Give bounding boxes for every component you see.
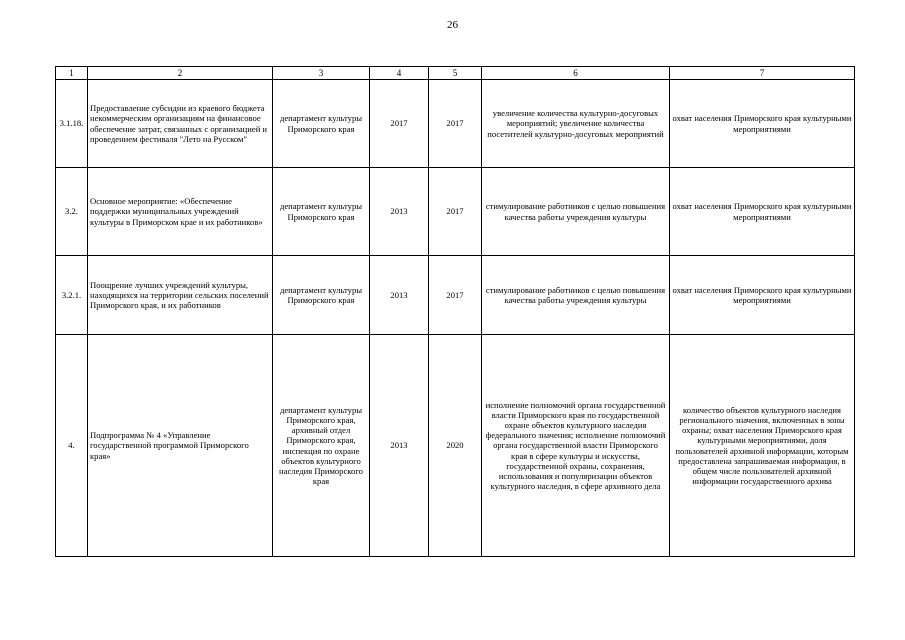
indicator: охват населения Приморского края культурными мероприятиями <box>670 168 855 256</box>
column-header: 2 <box>88 67 273 80</box>
indicator: количество объектов культурного наследия регионального значения, включенных в зоны охраны; охват населения Приморского края культурными мероприятиями, доля пользователей архивной информации, которым предоставлена запрашиваемая информация, в общем числе пользователей архивной информации государственного архива <box>670 335 855 557</box>
expected-result: исполнение полномочий органа государственной власти Приморского края по государственной охране объектов культурного наследия федерального значения; исполнение полномочий органа государственной власти Приморского края в сфере культуры и искусства, государственной охраны, сохранения, использования и популяризации объектов культурного наследия, в сфере архивного дела <box>482 335 670 557</box>
measure-name: Поощрение лучших учреждений культуры, находящихся на территории сельских поселений Приморского края, и их работников <box>88 256 273 335</box>
start-year: 2017 <box>370 80 429 168</box>
column-header: 6 <box>482 67 670 80</box>
expected-result: стимулирование работников с целью повышения качества работы учреждения культуры <box>482 168 670 256</box>
row-number: 3.2. <box>56 168 88 256</box>
column-header: 7 <box>670 67 855 80</box>
table-row <box>56 80 855 168</box>
table-row <box>56 168 855 256</box>
table-row <box>56 256 855 335</box>
row-number: 3.1.18. <box>56 80 88 168</box>
end-year: 2017 <box>429 80 482 168</box>
indicator: охват населения Приморского края культурными мероприятиями <box>670 80 855 168</box>
executor: департамент культуры Приморского края, архивный отдел Приморского края, инспекция по охране объектов культурного наследия Приморского края <box>273 335 370 557</box>
indicator: охват населения Приморского края культурными мероприятиями <box>670 256 855 335</box>
executor: департамент культуры Приморского края <box>273 80 370 168</box>
executor: департамент культуры Приморского края <box>273 256 370 335</box>
row-number: 3.2.1. <box>56 256 88 335</box>
header-row <box>56 67 855 80</box>
column-header: 1 <box>56 67 88 80</box>
column-header: 3 <box>273 67 370 80</box>
page-number: 26 <box>447 19 458 31</box>
end-year: 2017 <box>429 256 482 335</box>
table-row <box>56 335 855 557</box>
expected-result: увеличение количества культурно-досуговых мероприятий; увеличение количества посетителей культурно-досуговых мероприятий <box>482 80 670 168</box>
start-year: 2013 <box>370 335 429 557</box>
expected-result: стимулирование работников с целью повышения качества работы учреждения культуры <box>482 256 670 335</box>
measure-name: Подпрограмма № 4 «Управление государственной программой Приморского края» <box>88 335 273 557</box>
program-table <box>55 66 855 557</box>
executor: департамент культуры Приморского края <box>273 168 370 256</box>
column-header: 4 <box>370 67 429 80</box>
measure-name: Основное мероприятие: «Обеспечение поддержки муниципальных учреждений культуры в Приморском крае и их работников» <box>88 168 273 256</box>
start-year: 2013 <box>370 256 429 335</box>
start-year: 2013 <box>370 168 429 256</box>
end-year: 2017 <box>429 168 482 256</box>
measure-name: Предоставление субсидии из краевого бюджета некоммерческим организациям на финансовое обеспечение затрат, связанных с организацией и проведением фестиваля "Лето на Русском" <box>88 80 273 168</box>
row-number: 4. <box>56 335 88 557</box>
column-header: 5 <box>429 67 482 80</box>
end-year: 2020 <box>429 335 482 557</box>
